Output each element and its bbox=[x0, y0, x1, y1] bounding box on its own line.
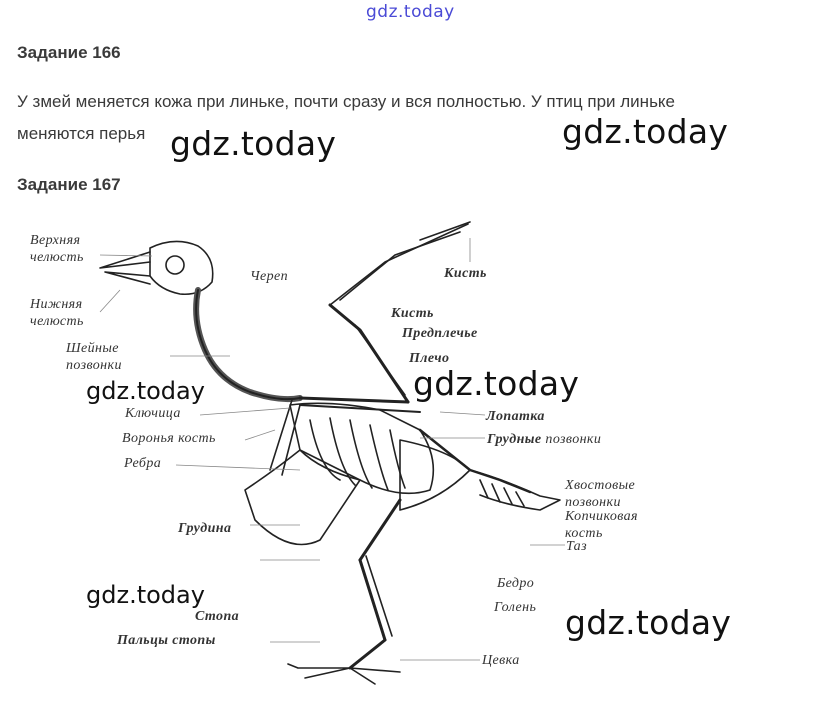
label-thoracic-line2: позвонки bbox=[545, 432, 602, 447]
label-thoracic-line1: Грудные bbox=[487, 432, 542, 447]
label-lower-jaw bbox=[30, 296, 84, 330]
label-sternum: Грудина bbox=[178, 521, 232, 536]
label-coracoid: Воронья кость bbox=[122, 431, 216, 446]
beak-lower bbox=[105, 272, 150, 284]
label-foot: Стопа bbox=[195, 609, 240, 624]
task-167-title: Задание 167 bbox=[17, 175, 121, 194]
label-clavicle: Ключица bbox=[125, 406, 181, 421]
label-tarsus: Цевка bbox=[482, 653, 520, 668]
label-upper-jaw-line1: Верхняя bbox=[30, 233, 81, 248]
label-femur: Бедро bbox=[497, 576, 535, 591]
watermark-1: gdz.today bbox=[170, 124, 337, 163]
label-skull: Череп bbox=[250, 269, 289, 284]
label-neck-line1: Шейные bbox=[66, 341, 119, 356]
tibia-bone bbox=[360, 560, 385, 640]
label-pygostyle-line1: Копчиковая bbox=[565, 509, 638, 524]
label-upper-jaw bbox=[30, 232, 84, 266]
skull bbox=[150, 241, 213, 294]
label-tail-line1: Хвостовые bbox=[565, 478, 636, 493]
watermark-top: gdz.today bbox=[366, 2, 455, 22]
tarsus-bone bbox=[350, 640, 385, 668]
label-shoulder: Плечо bbox=[409, 351, 450, 366]
label-tail-vertebrae bbox=[565, 477, 635, 511]
label-pelvis: Таз bbox=[566, 539, 587, 554]
label-ribs: Ребра bbox=[124, 456, 162, 471]
watermark-2: gdz.today bbox=[562, 112, 729, 151]
label-shin: Голень bbox=[494, 600, 537, 615]
watermark-5: gdz.today bbox=[86, 377, 205, 405]
label-lower-jaw-line1: Нижняя bbox=[30, 297, 83, 312]
answer-line-2: меняются перья bbox=[17, 124, 146, 143]
label-thoracic-vertebrae bbox=[487, 431, 601, 448]
tail bbox=[470, 470, 560, 510]
label-neck-line2: позвонки bbox=[66, 358, 122, 373]
pelvis-bone bbox=[400, 440, 470, 510]
label-hand-top: Кисть bbox=[444, 266, 487, 281]
beak-upper bbox=[100, 252, 150, 268]
label-lower-jaw-line2: челюсть bbox=[30, 314, 84, 329]
toes-bones bbox=[288, 664, 400, 684]
neck bbox=[196, 290, 300, 399]
humerus bbox=[300, 398, 408, 402]
label-neck-vertebrae bbox=[66, 340, 122, 374]
label-pygostyle bbox=[565, 508, 638, 542]
femur-bone bbox=[360, 500, 400, 560]
ribcage bbox=[290, 403, 433, 493]
label-forearm: Предплечье bbox=[402, 326, 478, 341]
label-tail-line2: позвонки bbox=[565, 495, 621, 510]
label-scapula: Лопатка bbox=[486, 409, 545, 424]
label-upper-jaw-line2: челюсть bbox=[30, 250, 84, 265]
label-toes: Пальцы стопы bbox=[117, 633, 216, 648]
watermark-3: gdz.today bbox=[413, 364, 580, 403]
answer-line-1: У змей меняется кожа при линьке, почти сразу и вся полностью. У птиц при линьке bbox=[17, 92, 676, 111]
watermark-6: gdz.today bbox=[86, 581, 205, 609]
label-pygostyle-line2: кость bbox=[565, 526, 603, 541]
watermark-4: gdz.today bbox=[565, 603, 732, 642]
task-166-title: Задание 166 bbox=[17, 43, 121, 62]
label-hand: Кисть bbox=[391, 306, 434, 321]
